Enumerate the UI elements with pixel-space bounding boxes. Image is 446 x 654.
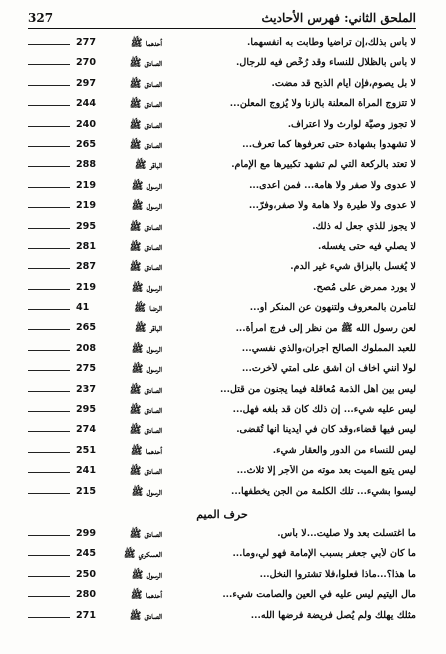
hadith-text: ليسوا بشيء... تلك الكلمة من الجن يخطفها...: [231, 485, 416, 497]
leader-line: [28, 411, 70, 412]
leader-line: [28, 146, 70, 147]
leader-line: [28, 555, 70, 556]
index-entry: [28, 238, 416, 258]
header-title: الملحق الثاني: فهرس الأحاديث: [261, 11, 416, 25]
leader-line: [28, 166, 70, 167]
page-reference: 265: [76, 138, 97, 150]
index-entry: [28, 607, 416, 627]
hadith-text: لا تعتد بالركعة التي لم تشهد تكبيرها مع الإمام.: [231, 159, 416, 171]
leader-line: [28, 187, 70, 188]
narrator-source: الصادق ﷺ: [129, 58, 162, 70]
page-reference: 295: [76, 220, 97, 232]
leader-line: [28, 268, 70, 269]
leader-line: [28, 391, 70, 392]
narrator-source: الرسول ﷺ: [131, 486, 162, 498]
narrator-source: الرسول ﷺ: [131, 364, 162, 376]
hadith-text: لولا أنني أخاف أن أشق على أمتي لأخرت...: [241, 363, 416, 375]
hadith-text: ليس يتبع الميت بعد موته من الأجر إلا ثلاث...: [236, 465, 416, 477]
index-entry: [28, 177, 416, 197]
narrator-source: الصادق ﷺ: [129, 241, 162, 253]
index-entry: [28, 360, 416, 380]
page-reference: 297: [76, 77, 97, 89]
page-number: 327: [28, 11, 54, 25]
page-reference: 241: [76, 465, 97, 477]
page-reference: 208: [76, 342, 97, 354]
index-entry: [28, 319, 416, 339]
index-entry: [28, 95, 416, 115]
hadith-text: لا يُغسل بالبزاق شيء غير الدم.: [290, 261, 416, 273]
index-entry: [28, 279, 416, 299]
page-reference: 251: [76, 444, 97, 456]
hadith-text: ليس فيها قضاء،وقد كان في أيدينا أنها تُقضى.: [236, 424, 416, 436]
page-reference: 245: [76, 548, 97, 560]
hadith-text: لتأمرن بالمعروف ولتنهون عن المنكر أو...: [249, 302, 416, 314]
page-reference: 219: [76, 281, 97, 293]
hadith-text: ما هذا؟...ماذا فعلوا،فلا تشتروا النخل...: [259, 568, 416, 580]
narrator-source: الرسول ﷺ: [131, 282, 162, 294]
page-reference: 41: [76, 302, 90, 314]
index-entry: [28, 381, 416, 401]
hadith-text: ليس للنساء من الدور والعقار شيء.: [272, 444, 416, 456]
page-reference: 281: [76, 240, 97, 252]
leader-line: [28, 576, 70, 577]
hadith-index-list: [28, 34, 416, 627]
narrator-source: الصادق ﷺ: [129, 139, 162, 151]
leader-line: [28, 85, 70, 86]
hadith-text: لا عدوى ولا طيرة ولا هامة ولا صفر،وفرّ...: [248, 200, 416, 212]
leader-line: [28, 370, 70, 371]
index-entry: [28, 299, 416, 319]
index-entry: [28, 442, 416, 462]
page-reference: 280: [76, 589, 97, 601]
narrator-source: أحدهما ﷺ: [130, 445, 162, 457]
index-entry: [28, 586, 416, 606]
hadith-text: لا تتزوج المرأة المعلنة بالزنا ولا يُزوج المعلن...: [229, 98, 416, 110]
index-entry: [28, 462, 416, 482]
leader-line: [28, 126, 70, 127]
section-heading: حرف الميم: [196, 507, 248, 521]
page-reference: 274: [76, 424, 97, 436]
index-entry: [28, 116, 416, 136]
narrator-source: الباقر ﷺ: [134, 323, 162, 335]
narrator-source: الصادق ﷺ: [129, 528, 162, 540]
page-reference: 270: [76, 57, 97, 69]
page-reference: 215: [76, 485, 97, 497]
hadith-text: لا عدوى ولا صفر ولا هامة... فمن أعدى...: [249, 179, 416, 191]
page-reference: 240: [76, 118, 97, 130]
index-entry: [28, 34, 416, 54]
narrator-source: الرسول ﷺ: [131, 180, 162, 192]
leader-line: [28, 64, 70, 65]
narrator-source: الصادق ﷺ: [129, 610, 162, 622]
hadith-text: لا بأس بالظلال للنساء وقد رُخِّص فيه للرجال.: [236, 57, 416, 69]
leader-line: [28, 472, 70, 473]
leader-line: [28, 207, 70, 208]
narrator-source: الصادق ﷺ: [129, 119, 162, 131]
page-reference: 219: [76, 179, 97, 191]
leader-line: [28, 431, 70, 432]
index-entry: [28, 218, 416, 238]
page-reference: 277: [76, 37, 97, 48]
index-entry: [28, 54, 416, 74]
leader-line: [28, 350, 70, 351]
narrator-source: الرسول ﷺ: [131, 569, 162, 581]
narrator-source: الصادق ﷺ: [129, 99, 162, 111]
index-entry: [28, 483, 416, 503]
page-reference: 287: [76, 261, 97, 273]
narrator-source: الصادق ﷺ: [129, 425, 162, 437]
narrator-source: الصادق ﷺ: [129, 78, 162, 90]
narrator-source: العسكري ﷺ: [123, 549, 162, 561]
index-entry: [28, 156, 416, 176]
page-reference: 275: [76, 363, 97, 375]
hadith-text: لا تشهدوا بشهادة حتى تعرفوها كما تعرف...: [242, 138, 416, 150]
narrator-source: أحدهما ﷺ: [130, 590, 162, 602]
leader-line: [28, 289, 70, 290]
hadith-text: لا يجوز للذي جعل له ذلك.: [312, 220, 416, 232]
hadith-text: لا يصلي فيه حتى يغسله.: [318, 240, 416, 252]
narrator-source: الرضا ﷺ: [134, 303, 162, 315]
narrator-source: الصادق ﷺ: [129, 262, 162, 274]
hadith-text: مثلك يهلك ولم يُصل فريضة فرضها الله...: [250, 609, 416, 621]
index-entry: [28, 197, 416, 217]
index-entry: [28, 340, 416, 360]
narrator-source: الصادق ﷺ: [129, 221, 162, 233]
index-entry: [28, 136, 416, 156]
index-entry: [28, 75, 416, 95]
leader-line: [28, 535, 70, 536]
page-reference: 237: [76, 383, 97, 395]
leader-line: [28, 452, 70, 453]
page-reference: 271: [76, 609, 97, 621]
index-entry: [28, 566, 416, 586]
leader-line: [28, 329, 70, 330]
leader-line: [28, 228, 70, 229]
leader-line: [28, 248, 70, 249]
leader-line: [28, 44, 70, 45]
index-entry: [28, 421, 416, 441]
leader-line: [28, 617, 70, 618]
index-entry: [28, 525, 416, 545]
hadith-text: ليس بين أهل الذمة مُعاقلة فيما يجنون من قتل...: [219, 383, 416, 395]
index-entry: [28, 401, 416, 421]
index-entry: [28, 258, 416, 278]
page-reference: 288: [76, 159, 97, 171]
page-reference: 265: [76, 322, 97, 334]
narrator-source: الصادق ﷺ: [129, 384, 162, 396]
narrator-source: الرسول ﷺ: [131, 201, 162, 213]
hadith-text: لعن رسول الله ﷺ من نظر إلى فرج امرأة...: [235, 323, 416, 335]
hadith-text: مال اليتيم ليس عليه في العين والصامت شيء...: [222, 589, 416, 601]
leader-line: [28, 493, 70, 494]
leader-line: [28, 105, 70, 106]
page-reference: 219: [76, 200, 97, 212]
hadith-text: للعبد المملوك الصالح أجران،والذي نفسي...: [241, 342, 416, 354]
page-reference: 244: [76, 98, 97, 110]
index-entry: [28, 545, 416, 565]
hadith-text: لا تجوز وصيَّة لوارث ولا اعتراف.: [287, 118, 416, 130]
page-reference: 295: [76, 404, 97, 416]
hadith-text: لا بأس بذلك،إن تراضيا وطابت به أنفسهما.: [246, 37, 416, 48]
hadith-text: لا يورد ممرض على مُصح.: [313, 281, 416, 293]
leader-line: [28, 596, 70, 597]
hadith-text: ليس عليه شيء... إن ذلك كان قد بلغه فهل...: [232, 404, 416, 416]
hadith-text: ما اغتسلت بعد ولا صليت...لا بأس.: [277, 527, 416, 539]
page-reference: 250: [76, 568, 97, 580]
page-header: [28, 6, 416, 29]
leader-line: [28, 309, 70, 310]
narrator-source: أحدهما ﷺ: [130, 38, 162, 49]
narrator-source: الصادق ﷺ: [129, 466, 162, 478]
narrator-source: الرسول ﷺ: [131, 343, 162, 355]
page-reference: 299: [76, 527, 97, 539]
narrator-source: الباقر ﷺ: [134, 160, 162, 172]
narrator-source: الصادق ﷺ: [129, 405, 162, 417]
hadith-text: ما كان لأبي جعفر بسبب الإمامة فهو لي،وما...: [232, 548, 416, 560]
hadith-text: لا بل يصوم،فإن أيام الذبح قد مضت.: [271, 77, 416, 89]
